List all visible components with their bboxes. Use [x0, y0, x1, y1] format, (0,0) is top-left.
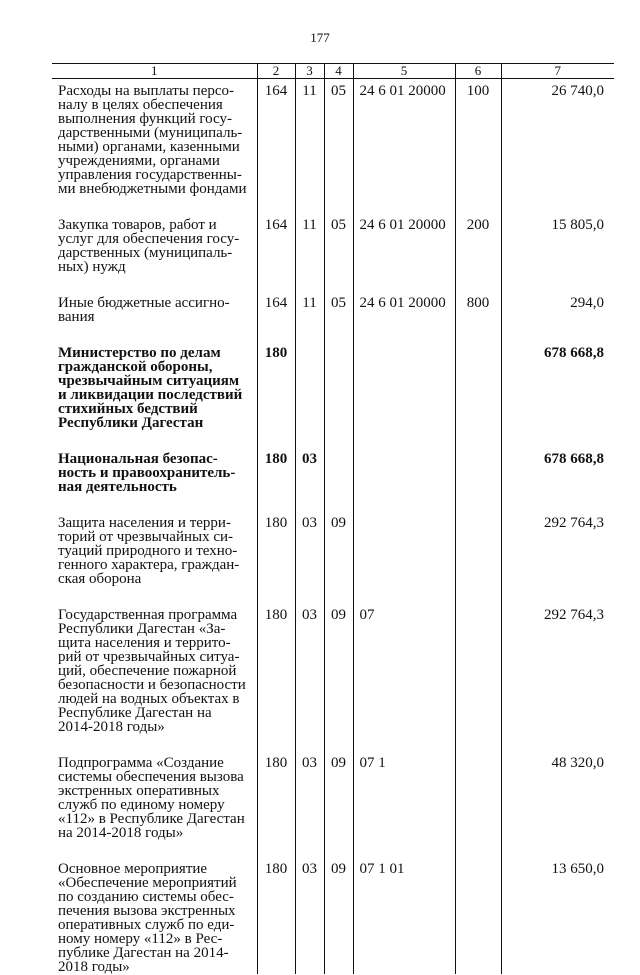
cell-expense-type: [455, 430, 501, 494]
cell-section: 03: [295, 586, 324, 734]
cell-ministry: 180: [257, 586, 295, 734]
cell-target-article: 07 1: [353, 734, 455, 840]
cell-amount: 15 805,0: [501, 196, 614, 274]
cell-ministry: 180: [257, 840, 295, 974]
column-header: 2: [257, 64, 295, 79]
cell-ministry: 180: [257, 430, 295, 494]
cell-target-article: [353, 430, 455, 494]
header-row: [52, 64, 614, 79]
cell-section: 03: [295, 430, 324, 494]
cell-ministry: 180: [257, 734, 295, 840]
cell-section: 03: [295, 840, 324, 974]
cell-subsection: 09: [324, 840, 353, 974]
page-number: 177: [310, 30, 330, 45]
cell-ministry: 164: [257, 79, 295, 197]
cell-ministry: 164: [257, 274, 295, 324]
cell-subsection: [324, 324, 353, 430]
cell-subsection: 05: [324, 196, 353, 274]
row-name: Расходы на выплаты персо- налу в целях обеспечения выполнения функций госу- дарственными (муниципаль- ными) органами, казенными учреждениями, органами управления государственны- ми внебюджетными фондами: [58, 83, 247, 197]
table-row: [52, 494, 614, 586]
cell-amount: 678 668,8: [501, 430, 614, 494]
cell-section: 11: [295, 79, 324, 197]
cell-expense-type: [455, 840, 501, 974]
cell-amount: 294,0: [501, 274, 614, 324]
cell-ministry: 180: [257, 494, 295, 586]
table-row: [52, 196, 614, 274]
cell-section: 11: [295, 274, 324, 324]
cell-target-article: 24 6 01 20000: [353, 274, 455, 324]
column-header: 5: [353, 64, 455, 79]
cell-amount: 292 764,3: [501, 494, 614, 586]
table-row: [52, 586, 614, 734]
cell-section: [295, 324, 324, 430]
cell-expense-type: [455, 494, 501, 586]
table-row: [52, 274, 614, 324]
row-name: Подпрограмма «Создание системы обеспечения вызова экстренных оперативных служб по единому номеру «112» в Республике Дагестан на 2014-2018 годы»: [58, 755, 245, 841]
cell-expense-type: [455, 324, 501, 430]
row-name: Министерство по делам гражданской обороны, чрезвычайным ситуациям и ликвидации последствий стихийных бедствий Республики Дагестан: [58, 345, 243, 431]
column-header: 7: [501, 64, 614, 79]
row-name: Закупка товаров, работ и услуг для обеспечения госу- дарственных (муниципаль- ных) нужд: [58, 217, 240, 275]
row-name: Национальная безопас- ность и правоохранитель- ная деятельность: [58, 451, 236, 495]
cell-expense-type: [455, 734, 501, 840]
column-header: 6: [455, 64, 501, 79]
cell-subsection: 09: [324, 734, 353, 840]
cell-amount: 292 764,3: [501, 586, 614, 734]
column-header: 3: [295, 64, 324, 79]
cell-subsection: 05: [324, 274, 353, 324]
row-name: Защита населения и терри- торий от чрезвычайных си- туаций природного и техно- генного характера, граждан- ская оборона: [58, 515, 240, 587]
table-row: [52, 430, 614, 494]
cell-section: 03: [295, 494, 324, 586]
column-header: 1: [52, 64, 257, 79]
cell-target-article: 07 1 01: [353, 840, 455, 974]
table-row: [52, 734, 614, 840]
cell-amount: 13 650,0: [501, 840, 614, 974]
cell-target-article: [353, 324, 455, 430]
cell-subsection: 09: [324, 494, 353, 586]
cell-target-article: [353, 494, 455, 586]
cell-amount: 678 668,8: [501, 324, 614, 430]
column-header: 4: [324, 64, 353, 79]
row-name: Основное мероприятие «Обеспечение мероприятий по созданию системы обес- печения вызова экстренных оперативных служб по еди- ному номеру «112» в Рес- публике Дагестан на 2014- 2018 годы»: [58, 861, 237, 975]
table-row: [52, 324, 614, 430]
cell-section: 03: [295, 734, 324, 840]
row-name: Государственная программа Республики Дагестан «За- щита населения и террито- рий от чрезвычайных ситуа- ций, обеспечение пожарной безопасности и безопасности людей на водных объектах в Республике Дагестан на 2014-2018 годы»: [58, 607, 246, 735]
table-body: [52, 79, 614, 975]
table-row: [52, 79, 614, 197]
cell-subsection: [324, 430, 353, 494]
cell-subsection: 09: [324, 586, 353, 734]
cell-amount: 26 740,0: [501, 79, 614, 197]
cell-expense-type: 100: [455, 79, 501, 197]
cell-expense-type: 200: [455, 196, 501, 274]
budget-table: [52, 63, 614, 974]
cell-ministry: 164: [257, 196, 295, 274]
cell-expense-type: [455, 586, 501, 734]
cell-target-article: 24 6 01 20000: [353, 196, 455, 274]
cell-target-article: 24 6 01 20000: [353, 79, 455, 197]
table-row: [52, 840, 614, 974]
cell-target-article: 07: [353, 586, 455, 734]
cell-expense-type: 800: [455, 274, 501, 324]
cell-amount: 48 320,0: [501, 734, 614, 840]
cell-ministry: 180: [257, 324, 295, 430]
row-name: Иные бюджетные ассигно- вания: [58, 295, 230, 325]
cell-section: 11: [295, 196, 324, 274]
cell-subsection: 05: [324, 79, 353, 197]
